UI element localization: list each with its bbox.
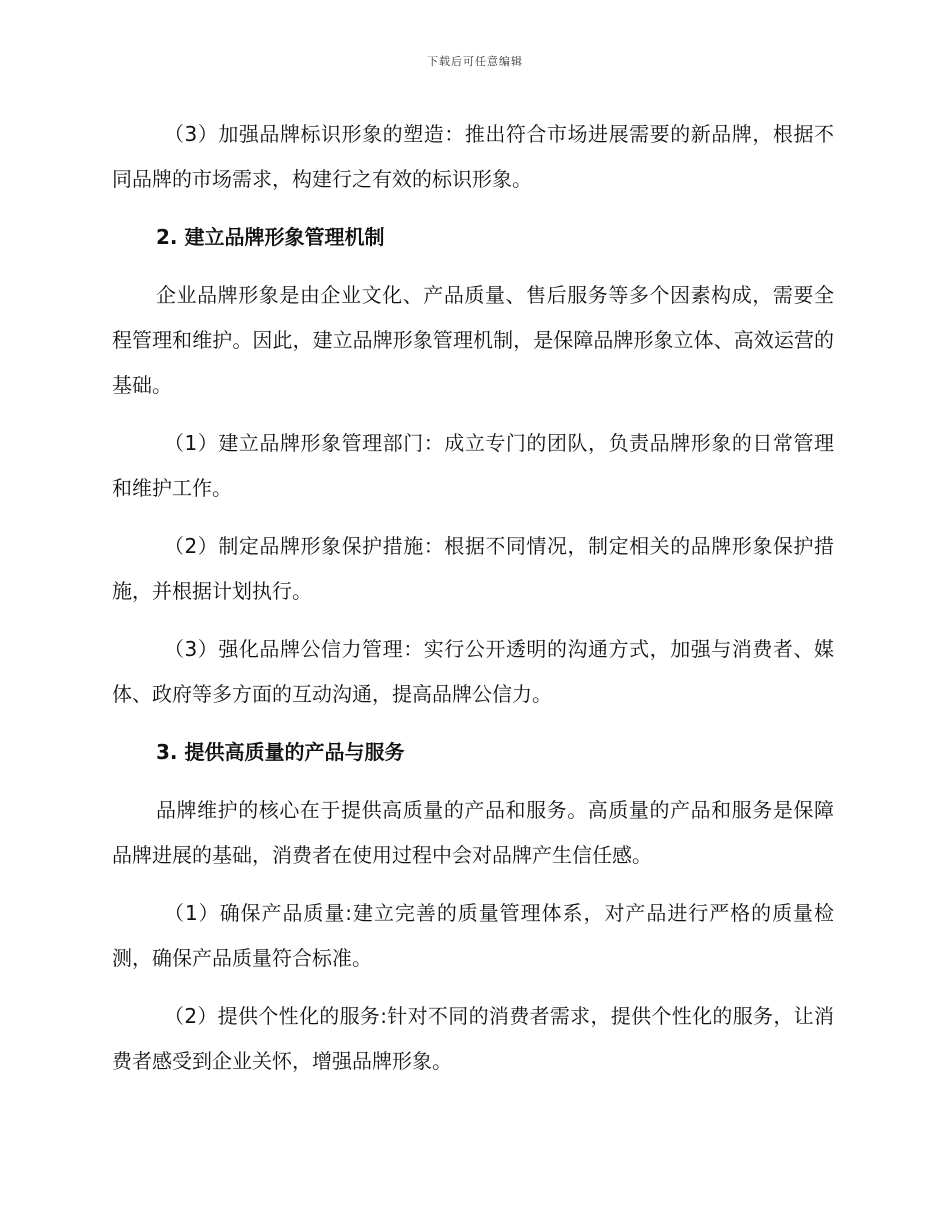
paragraph-management-dept: （1）建立品牌形象管理部门：成立专门的团队，负责品牌形象的日常管理和维护工作。 <box>112 431 834 500</box>
section-heading-2: 2. 建立品牌形象管理机制 <box>156 225 385 249</box>
page-header: 下载后可任意编辑 <box>427 55 523 68</box>
paragraph-personalized-service: （2）提供个性化的服务:针对不同的消费者需求，提供个性化的服务，让消费者感受到企业关怀，增强品牌形象。 <box>112 1004 834 1073</box>
paragraph-product-quality: （1）确保产品质量:建立完善的质量管理体系，对产品进行严格的质量检测，确保产品质量符合标准。 <box>112 901 834 970</box>
section-heading-3: 3. 提供高质量的产品与服务 <box>156 740 405 764</box>
paragraph-management-intro: 企业品牌形象是由企业文化、产品质量、售后服务等多个因素构成，需要全程管理和维护。因此，建立品牌形象管理机制，是保障品牌形象立体、高效运营的基础。 <box>112 283 834 397</box>
paragraph-credibility: （3）强化品牌公信力管理：实行公开透明的沟通方式，加强与消费者、媒体、政府等多方面的互动沟通，提高品牌公信力。 <box>112 637 834 706</box>
paragraph-quality-intro: 品牌维护的核心在于提供高质量的产品和服务。高质量的产品和服务是保障品牌进展的基础，消费者在使用过程中会对品牌产生信任感。 <box>112 798 834 867</box>
paragraph-protection-measures: （2）制定品牌形象保护措施：根据不同情况，制定相关的品牌形象保护措施，并根据计划执行。 <box>112 534 834 603</box>
paragraph-brand-logo-image: （3）加强品牌标识形象的塑造：推出符合市场进展需要的新品牌，根据不同品牌的市场需求，构建行之有效的标识形象。 <box>112 122 834 191</box>
document-body <box>112 112 834 1084</box>
